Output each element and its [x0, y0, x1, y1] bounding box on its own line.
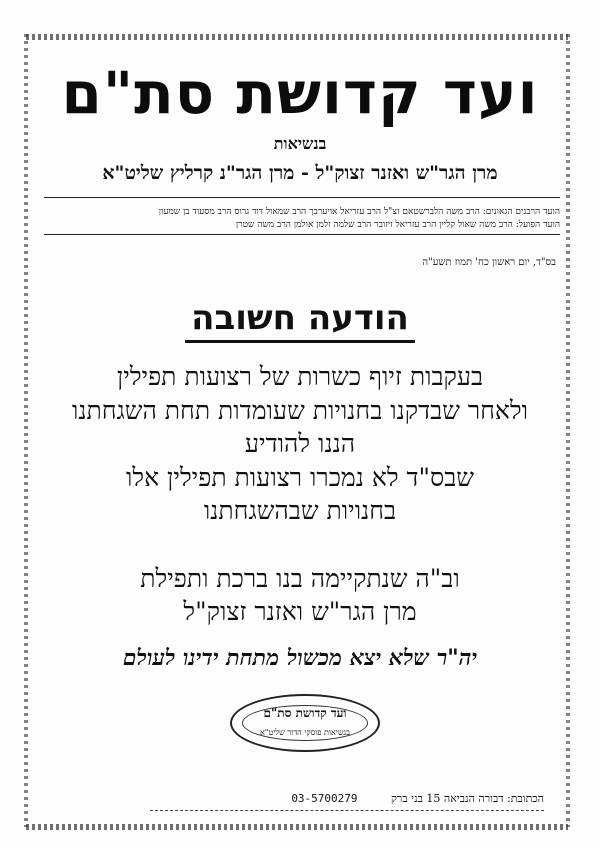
letterhead-subtitle: בנשיאות [273, 134, 327, 153]
body-line: שבס"ד לא נמכרו רצועות תפילין אלו [126, 462, 474, 492]
body-line: ולאחר שבדקנו בחנויות שעומדות תחת השגחתנו [71, 395, 529, 425]
stamp-top-text: ועד קדושת סת"ם [263, 706, 347, 720]
body-line: בעקבות זיוף כשרות של רצועות תפילין [116, 362, 484, 391]
closing-line: מרן הגר"ש ואזנר זצוק"ל [183, 597, 417, 626]
dotted-border-left [24, 34, 28, 827]
dotted-border-top [26, 34, 568, 40]
blessing-line: יה"ר שלא יצא מכשול מתחת ידינו לעולם [122, 645, 478, 671]
letterhead-divider-bottom [44, 234, 560, 235]
letterhead-leaders: מרן הגר"ש ואזנר זצוק"ל - מרן הגר"נ קרליץ שליט"א [102, 162, 498, 184]
council-line-2: הועד הפועל: הרב משה שאול קליין הרב עזריאל זיזובר הרב שלמה זלמן אולמן הרב משה שטרן [235, 220, 560, 230]
notice-heading-text: הודעה חשובה [185, 298, 415, 343]
letterhead-title: ועד קדושת סת"ם [61, 59, 539, 127]
body-line: הננו להודיע [244, 429, 356, 458]
closing-line: וב"ה שנתקיימה בנו ברכת ותפילת [140, 564, 460, 593]
letterhead-divider-top [44, 197, 560, 198]
organization-stamp [230, 694, 380, 752]
date-line: בס"ד, יום ראשון כח' תמוז תשע"ה [422, 257, 556, 268]
footer-rule [150, 810, 544, 811]
footer-contact [150, 792, 544, 805]
footer-address: הכתובת: דבורה הנביאה 15 בני ברק [391, 792, 544, 805]
stamp-bottom-text: בנשיאות פוסקי הדור שליט"א [260, 728, 350, 737]
notice-heading [0, 298, 600, 343]
council-line-1: הועד הרבנים הגאונים: הרב משה הלברשטאם זצ"ל הרב עזריאל אויערבך הרב שמאול דוד גרוס הרב מסעוד בן שמעון [158, 207, 560, 217]
footer-phone: 03-5700279 [291, 792, 358, 805]
closing-block [36, 562, 564, 628]
notice-body [36, 360, 564, 528]
body-line: בחנויות שבהשגחתנו [203, 496, 397, 525]
dotted-border-right [566, 34, 570, 827]
dotted-border-bottom [26, 824, 568, 830]
